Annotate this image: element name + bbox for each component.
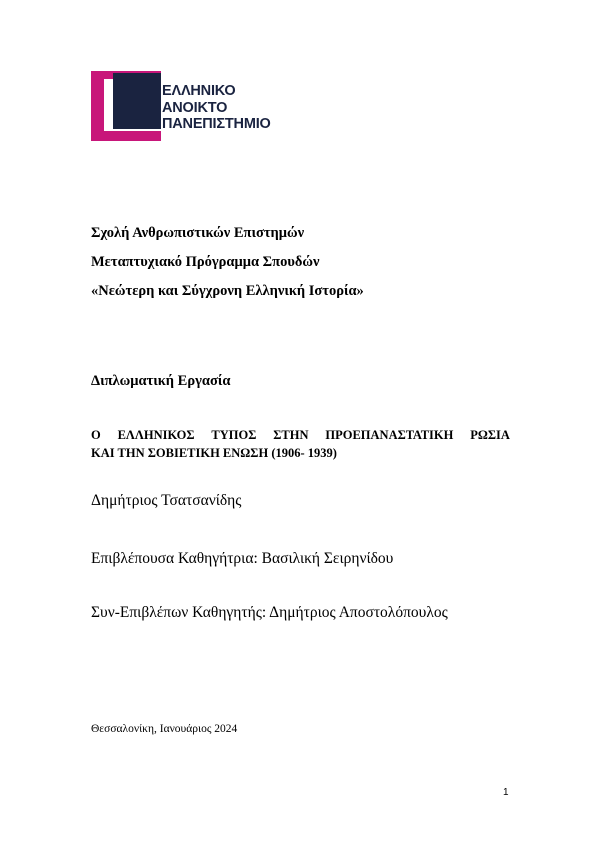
title-word: Ο: [91, 428, 101, 442]
school-name: Σχολή Ανθρωπιστικών Επιστημών: [91, 225, 305, 241]
co-supervisor: [91, 604, 448, 622]
title-word: ΤΥΠΟΣ: [211, 428, 257, 442]
thesis-type: Διπλωματική Εργασία: [91, 373, 231, 389]
thesis-title: [91, 426, 510, 462]
university-logo-text: [162, 83, 271, 133]
place-date: Θεσσαλονίκη, Ιανουάριος 2024: [91, 723, 238, 735]
co-supervisor-label: Συν-Επιβλέπων Καθηγητής:: [91, 604, 267, 621]
program-name: Μεταπτυχιακό Πρόγραμμα Σπουδών: [91, 254, 320, 270]
program-title: «Νεώτερη και Σύγχρονη Ελληνική Ιστορία»: [91, 283, 364, 299]
supervisor-label: Επιβλέπουσα Καθηγήτρια:: [91, 550, 258, 567]
page-number: 1: [503, 787, 509, 798]
thesis-title-line-1: [91, 426, 510, 444]
school-header: [91, 219, 364, 306]
title-word: ΣΤΗΝ: [273, 428, 309, 442]
supervisor-name: Βασιλική Σειρηνίδου: [257, 550, 394, 567]
logo-line-1: ΕΛΛΗΝΙΚΟ: [162, 83, 236, 99]
co-supervisor-name: Δημήτριος Αποστολόπουλος: [266, 604, 448, 621]
thesis-title-line-2: ΚΑΙ ΤΗΝ ΣΟΒΙΕΤΙΚΗ ΕΝΩΣΗ (1906- 1939): [91, 446, 337, 460]
supervisor: [91, 550, 393, 568]
logo-line-3: ΠΑΝΕΠΙΣΤΗΜΙΟ: [162, 116, 271, 132]
title-word: ΡΩΣΙΑ: [470, 428, 510, 442]
title-word: ΠΡΟΕΠΑΝΑΣΤΑΤΙΚΗ: [325, 428, 454, 442]
title-word: ΕΛΛΗΝΙΚΟΣ: [117, 428, 195, 442]
university-logo-mark-icon: [91, 71, 161, 141]
logo-line-2: ΑΝΟΙΚΤΟ: [162, 99, 228, 116]
university-logo: [91, 71, 281, 141]
author-name: Δημήτριος Τσατσανίδης: [91, 492, 242, 509]
